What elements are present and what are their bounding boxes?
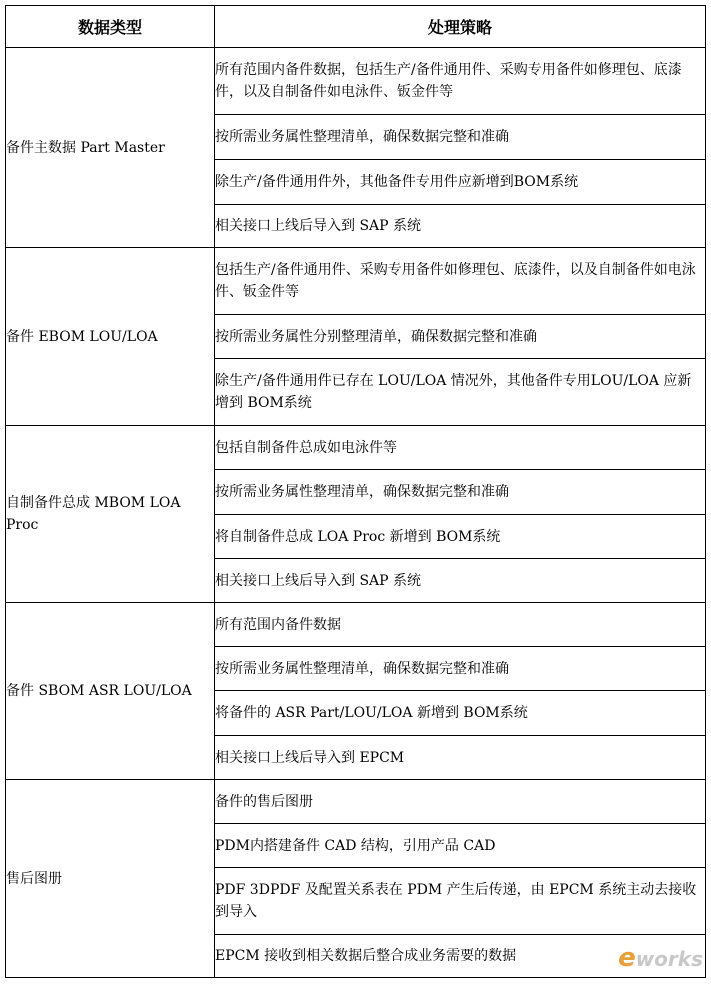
data-type-cell: 售后图册 (6, 780, 215, 978)
header-row (6, 6, 706, 48)
data-type-cell: 自制备件总成 MBOM LOA Proc (6, 426, 215, 603)
strategy-cell: 备件的售后图册 (215, 780, 706, 824)
strategy-cell: 相关接口上线后导入到 EPCM (215, 736, 706, 780)
table-row (6, 48, 706, 115)
table-row (6, 603, 706, 647)
table-row (6, 248, 706, 315)
table-row (6, 780, 706, 824)
strategy-cell: 除生产/备件通用件外，其他备件专用件应新增到BOM系统 (215, 160, 706, 205)
header-data-type: 数据类型 (6, 6, 215, 48)
watermark-text: works (635, 947, 703, 971)
strategy-cell: 按所需业务属性整理清单，确保数据完整和准确 (215, 647, 706, 691)
strategy-cell: PDM内搭建备件 CAD 结构，引用产品 CAD (215, 824, 706, 868)
strategy-cell: 将备件的 ASR Part/LOU/LOA 新增到 BOM系统 (215, 691, 706, 736)
watermark-prefix: e (618, 943, 636, 973)
strategy-cell: 将自制备件总成 LOA Proc 新增到 BOM系统 (215, 515, 706, 559)
strategy-cell: EPCM 接收到相关数据后整合成业务需要的数据 (215, 935, 706, 978)
strategy-cell: 包括自制备件总成如电泳件等 (215, 426, 706, 470)
table-row (6, 426, 706, 470)
strategy-cell: PDF 3DPDF 及配置关系表在 PDM 产生后传递，由 EPCM 系统主动去接收到导入 (215, 868, 706, 935)
data-type-cell: 备件主数据 Part Master (6, 48, 215, 248)
data-strategy-table (5, 5, 706, 978)
strategy-cell: 除生产/备件通用件已存在 LOU/LOA 情况外，其他备件专用LOU/LOA 应新增到 BOM系统 (215, 359, 706, 426)
strategy-cell: 相关接口上线后导入到 SAP 系统 (215, 205, 706, 248)
strategy-cell: 按所需业务属性整理清单，确保数据完整和准确 (215, 115, 706, 160)
strategy-cell: 相关接口上线后导入到 SAP 系统 (215, 559, 706, 603)
data-type-cell: 备件 EBOM LOU/LOA (6, 248, 215, 426)
data-type-cell: 备件 SBOM ASR LOU/LOA (6, 603, 215, 780)
strategy-cell: 包括生产/备件通用件、采购专用备件如修理包、底漆件，以及自制备件如电泳件、钣金件等 (215, 248, 706, 315)
strategy-cell: 所有范围内备件数据，包括生产/备件通用件、采购专用备件如修理包、底漆件，以及自制备件如电泳件、钣金件等 (215, 48, 706, 115)
strategy-cell: 按所需业务属性分别整理清单，确保数据完整和准确 (215, 315, 706, 359)
eworks-watermark-logo (618, 943, 703, 973)
header-strategy: 处理策略 (215, 6, 706, 48)
strategy-cell: 所有范围内备件数据 (215, 603, 706, 647)
strategy-cell: 按所需业务属性整理清单，确保数据完整和准确 (215, 470, 706, 515)
